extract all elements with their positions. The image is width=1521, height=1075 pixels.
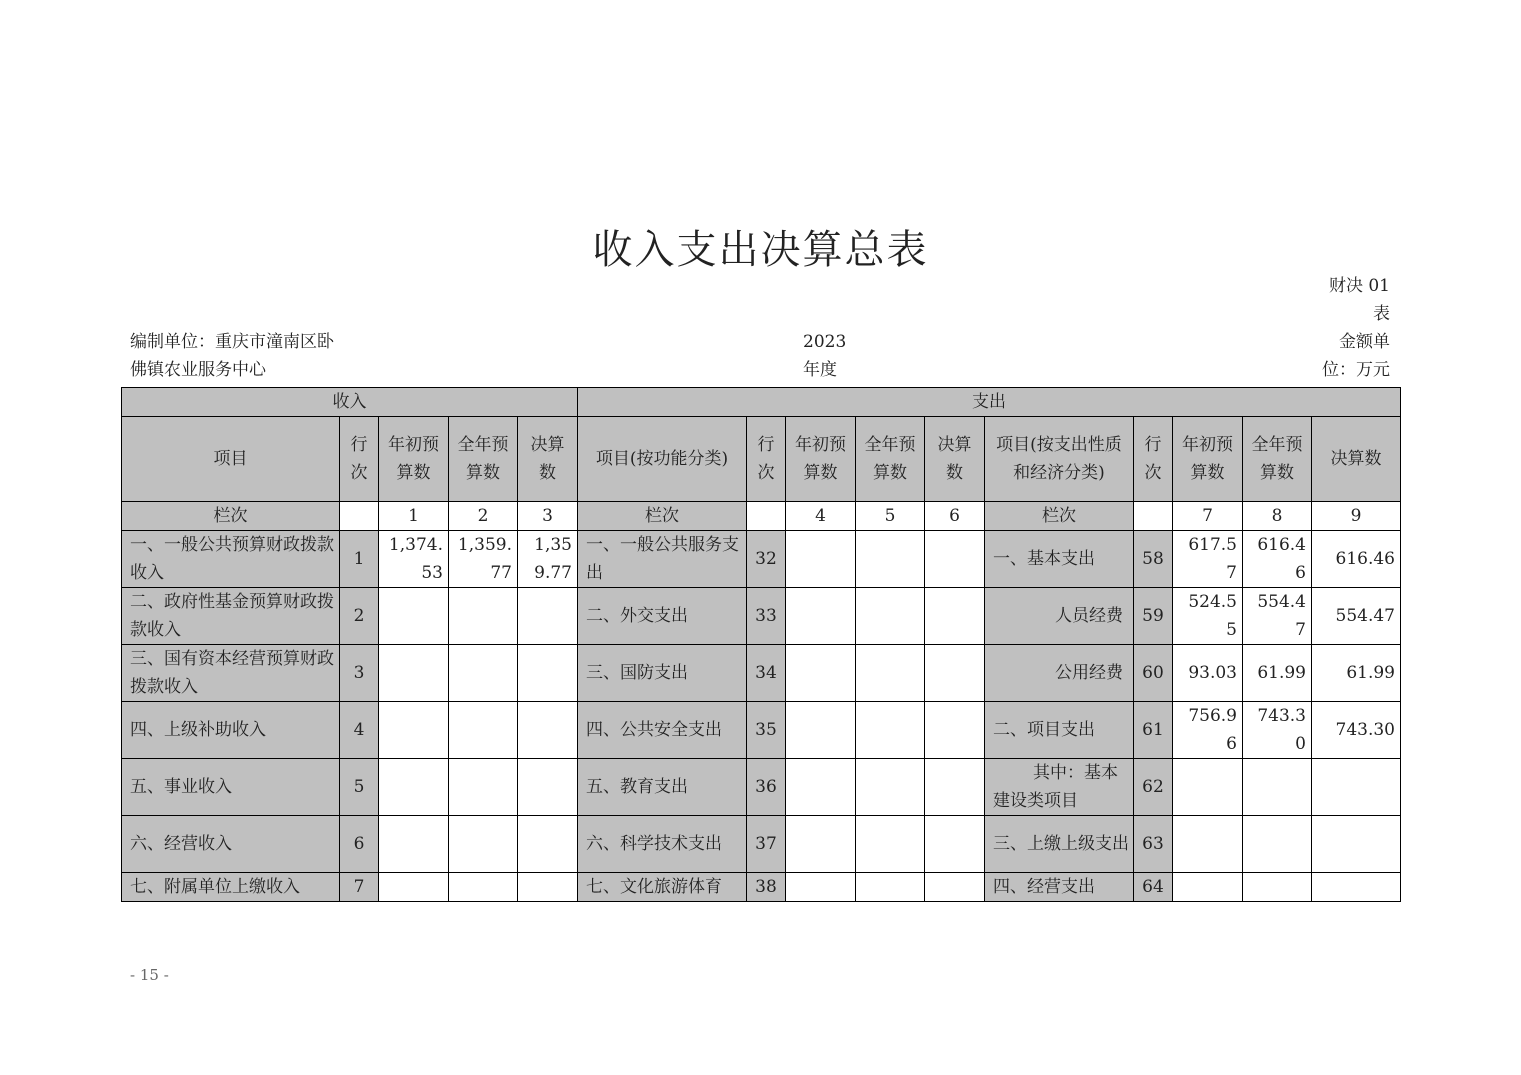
col-header-econ-final: 决算数 <box>1312 417 1401 502</box>
econ-full-budget: 61.99 <box>1243 645 1312 702</box>
table-row <box>122 873 1401 902</box>
func-row-no: 38 <box>747 873 786 902</box>
func-initial-budget <box>786 873 856 902</box>
econ-initial-budget <box>1173 816 1243 873</box>
column-number: 6 <box>925 502 985 531</box>
econ-item: 人员经费 <box>985 588 1134 645</box>
econ-final <box>1312 873 1401 902</box>
func-row-no: 37 <box>747 816 786 873</box>
func-full-budget <box>856 531 925 588</box>
func-final <box>925 759 985 816</box>
func-initial-budget <box>786 531 856 588</box>
func-row-no: 33 <box>747 588 786 645</box>
col-header-econ-full: 全年预算数 <box>1243 417 1312 502</box>
econ-full-budget <box>1243 816 1312 873</box>
table-code: 财决 01 表 <box>1328 276 1390 324</box>
income-initial-budget <box>379 588 449 645</box>
col-header-income-full: 全年预算数 <box>449 417 518 502</box>
func-item: 二、外交支出 <box>578 588 747 645</box>
econ-initial-budget: 617.57 <box>1173 531 1243 588</box>
econ-item: 三、上缴上级支出 <box>985 816 1134 873</box>
func-final <box>925 816 985 873</box>
econ-full-budget <box>1243 873 1312 902</box>
econ-final <box>1312 759 1401 816</box>
income-full-budget <box>449 873 518 902</box>
econ-full-budget: 616.46 <box>1243 531 1312 588</box>
income-full-budget <box>449 645 518 702</box>
income-final <box>518 702 578 759</box>
func-full-budget <box>856 873 925 902</box>
col-header-income-initial: 年初预算数 <box>379 417 449 502</box>
econ-row-no: 62 <box>1134 759 1173 816</box>
func-final <box>925 873 985 902</box>
income-row-no: 7 <box>340 873 379 902</box>
func-final <box>925 531 985 588</box>
income-initial-budget <box>379 645 449 702</box>
econ-item: 二、项目支出 <box>985 702 1134 759</box>
column-number: 8 <box>1243 502 1312 531</box>
econ-initial-budget: 524.55 <box>1173 588 1243 645</box>
income-final <box>518 759 578 816</box>
column-number-blank <box>340 502 379 531</box>
econ-initial-budget <box>1173 759 1243 816</box>
econ-final: 743.30 <box>1312 702 1401 759</box>
column-number-blank <box>1134 502 1173 531</box>
income-item: 七、附属单位上缴收入 <box>122 873 340 902</box>
table-row <box>122 816 1401 873</box>
func-item: 七、文化旅游体育 <box>578 873 747 902</box>
table-row <box>122 702 1401 759</box>
income-final <box>518 645 578 702</box>
table-row <box>122 759 1401 816</box>
func-initial-budget <box>786 816 856 873</box>
income-final <box>518 873 578 902</box>
func-initial-budget <box>786 702 856 759</box>
income-row-no: 3 <box>340 645 379 702</box>
econ-row-no: 64 <box>1134 873 1173 902</box>
column-number-label: 栏次 <box>122 502 340 531</box>
income-full-budget <box>449 816 518 873</box>
income-item: 四、上级补助收入 <box>122 702 340 759</box>
income-final: 1,359.77 <box>518 531 578 588</box>
econ-item: 一、基本支出 <box>985 531 1134 588</box>
func-full-budget <box>856 645 925 702</box>
col-header-econ-item: 项目(按支出性质和经济分类) <box>985 417 1134 502</box>
econ-row-no: 59 <box>1134 588 1173 645</box>
func-item: 六、科学技术支出 <box>578 816 747 873</box>
report-year: 2023 年度 <box>803 332 847 380</box>
income-item: 一、一般公共预算财政拨款收入 <box>122 531 340 588</box>
income-initial-budget <box>379 702 449 759</box>
col-header-func-final: 决算数 <box>925 417 985 502</box>
column-number: 1 <box>379 502 449 531</box>
column-number: 4 <box>786 502 856 531</box>
page-title: 收入支出决算总表 <box>592 227 929 273</box>
econ-full-budget: 743.30 <box>1243 702 1312 759</box>
table-row <box>122 645 1401 702</box>
func-item: 三、国防支出 <box>578 645 747 702</box>
amount-unit: 金额单位：万元 <box>1322 332 1390 380</box>
econ-row-no: 63 <box>1134 816 1173 873</box>
col-header-func-row-no: 行次 <box>747 417 786 502</box>
func-item: 四、公共安全支出 <box>578 702 747 759</box>
income-item: 六、经营收入 <box>122 816 340 873</box>
col-header-income-final: 决算数 <box>518 417 578 502</box>
income-initial-budget <box>379 873 449 902</box>
income-row-no: 1 <box>340 531 379 588</box>
econ-final: 616.46 <box>1312 531 1401 588</box>
table-row <box>122 588 1401 645</box>
func-row-no: 36 <box>747 759 786 816</box>
func-initial-budget <box>786 588 856 645</box>
econ-final: 61.99 <box>1312 645 1401 702</box>
econ-initial-budget <box>1173 873 1243 902</box>
col-header-econ-initial: 年初预算数 <box>1173 417 1243 502</box>
func-final <box>925 702 985 759</box>
econ-row-no: 58 <box>1134 531 1173 588</box>
func-final <box>925 588 985 645</box>
column-number: 2 <box>449 502 518 531</box>
func-item: 五、教育支出 <box>578 759 747 816</box>
func-full-budget <box>856 702 925 759</box>
func-row-no: 32 <box>747 531 786 588</box>
func-final <box>925 645 985 702</box>
column-number-label: 栏次 <box>578 502 747 531</box>
income-full-budget <box>449 588 518 645</box>
income-row-no: 4 <box>340 702 379 759</box>
econ-initial-budget: 93.03 <box>1173 645 1243 702</box>
col-header-econ-row-no: 行次 <box>1134 417 1173 502</box>
func-initial-budget <box>786 645 856 702</box>
econ-item: 其中：基本建设类项目 <box>985 759 1134 816</box>
income-row-no: 6 <box>340 816 379 873</box>
income-item: 五、事业收入 <box>122 759 340 816</box>
income-item: 二、政府性基金预算财政拨款收入 <box>122 588 340 645</box>
income-full-budget <box>449 759 518 816</box>
econ-row-no: 61 <box>1134 702 1173 759</box>
income-initial-budget <box>379 816 449 873</box>
income-group-header: 收入 <box>122 388 578 417</box>
compiling-unit: 编制单位：重庆市潼南区卧佛镇农业服务中心 <box>130 332 334 380</box>
col-header-func-item: 项目(按功能分类) <box>578 417 747 502</box>
column-number: 3 <box>518 502 578 531</box>
column-number: 9 <box>1312 502 1401 531</box>
table-row <box>122 531 1401 588</box>
column-number: 5 <box>856 502 925 531</box>
econ-item: 公用经费 <box>985 645 1134 702</box>
income-final <box>518 588 578 645</box>
col-header-income-item: 项目 <box>122 417 340 502</box>
econ-item: 四、经营支出 <box>985 873 1134 902</box>
page-number: - 15 - <box>130 966 169 984</box>
column-number-blank <box>747 502 786 531</box>
econ-full-budget <box>1243 759 1312 816</box>
func-full-budget <box>856 759 925 816</box>
column-number: 7 <box>1173 502 1243 531</box>
func-full-budget <box>856 588 925 645</box>
income-row-no: 2 <box>340 588 379 645</box>
func-row-no: 35 <box>747 702 786 759</box>
column-number-label: 栏次 <box>985 502 1134 531</box>
income-item: 三、国有资本经营预算财政拨款收入 <box>122 645 340 702</box>
econ-initial-budget: 756.96 <box>1173 702 1243 759</box>
expense-group-header: 支出 <box>578 388 1401 417</box>
col-header-income-row-no: 行次 <box>340 417 379 502</box>
income-full-budget: 1,359.77 <box>449 531 518 588</box>
income-row-no: 5 <box>340 759 379 816</box>
income-final <box>518 816 578 873</box>
col-header-func-initial: 年初预算数 <box>786 417 856 502</box>
econ-row-no: 60 <box>1134 645 1173 702</box>
income-full-budget <box>449 702 518 759</box>
income-initial-budget: 1,374.53 <box>379 531 449 588</box>
func-full-budget <box>856 816 925 873</box>
col-header-func-full: 全年预算数 <box>856 417 925 502</box>
econ-full-budget: 554.47 <box>1243 588 1312 645</box>
econ-final: 554.47 <box>1312 588 1401 645</box>
income-expense-table <box>121 387 1401 902</box>
income-initial-budget <box>379 759 449 816</box>
econ-final <box>1312 816 1401 873</box>
func-initial-budget <box>786 759 856 816</box>
func-row-no: 34 <box>747 645 786 702</box>
func-item: 一、一般公共服务支出 <box>578 531 747 588</box>
